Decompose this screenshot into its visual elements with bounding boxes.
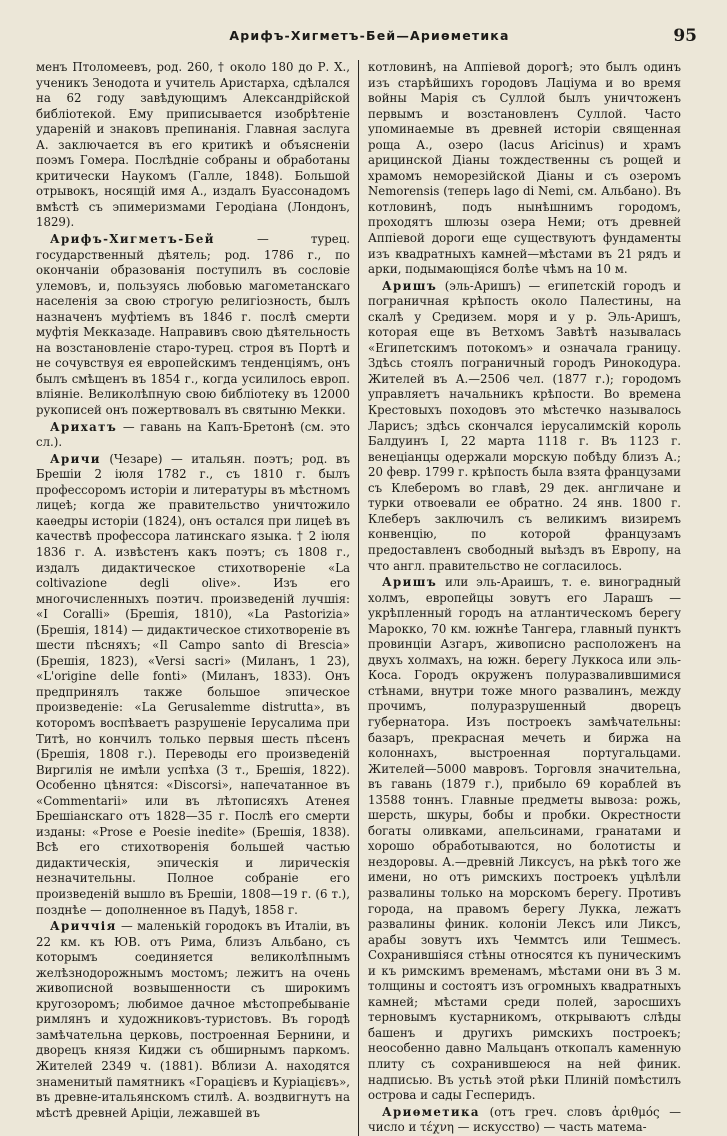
- two-column-body: [36, 60, 703, 1136]
- encyclopedia-entry: [36, 452, 350, 918]
- right-column: [359, 60, 681, 1136]
- encyclopedia-entry: [368, 1105, 681, 1136]
- page-number: 95: [673, 26, 697, 46]
- left-column: [36, 60, 358, 1136]
- entry-headword: Аришъ: [382, 575, 438, 590]
- entry-text: (эль-Аришъ) — египетскій городъ и пограничная крѣпость около Палестины, на скалѣ у Средизем. моря и у р. Эль-Аришъ, которая еще въ Ветхомъ Завѣтѣ называлась «Египетскимъ потокомъ» и означала границу. Здѣсь стоялъ пограничный городъ Ринокодура. Жителей въ А.—2506 чел. (1877 г.); городомъ управляетъ начальникъ крѣпости. Во времена Крестовыхъ походовъ это мѣстечко называлось Ларисъ; здѣсь скончался іерусалимскій король Балдуинъ I, 22 марта 1118 г. Въ 1123 г. венеціанцы одержали морскую побѣду близъ А.; 20 февр. 1799 г. крѣпость была взята французами съ Клеберомъ во главѣ, 29 дек. англичане и турки отвоевали ее обратно. 24 янв. 1800 г. Клеберъ заключилъ съ великимъ визиремъ конвенцію, по которой французамъ предоставленъ свободный выѣздъ въ Европу, на что англ. правительство не согласилось.: [368, 278, 681, 573]
- encyclopedia-entry: [368, 279, 681, 574]
- entry-headword: Ариѳметика: [382, 1104, 480, 1119]
- continued-paragraph: [368, 60, 681, 278]
- page-header: [36, 22, 703, 50]
- encyclopedia-entry: [36, 919, 350, 1121]
- entry-headword: Арифъ-Хигметъ-Бей: [50, 232, 215, 247]
- entry-text: — гавань на Капъ-Бретонѣ (см. это сл.).: [36, 419, 350, 450]
- encyclopedia-entry: [36, 232, 350, 419]
- running-head: Арифъ-Хигметъ-Бей—Ариѳметика: [229, 28, 510, 43]
- encyclopedia-entry: [368, 575, 681, 1104]
- entry-text: (отъ греч. словъ ἀριθμός — число и τέχνη — искусство) — часть матема-: [368, 1104, 681, 1135]
- entry-text: — турец. государственный дѣятель; род. 1786 г., по окончаніи образованія поступилъ въ сословіе улемовъ, и, пользуясь любовью магометанскаго населенія за свою строгую религіозность, былъ назначенъ муфтіемъ въ 1846 г. послѣ смерти муфтія Мекказаде. Направивъ свою дѣятельность на возстановленіе старо-турец. строя въ Портѣ и не сочувствуя ея европейскимъ тенденціямъ, онъ былъ смѣщенъ въ 1854 г., когда усилилось европ. вліяніе. Великолѣпную свою библіотеку въ 12000 рукописей онъ пожертвовалъ въ святыню Мекки.: [36, 232, 350, 418]
- entry-headword: Аричи: [50, 451, 101, 466]
- entry-headword: Арихатъ: [50, 419, 118, 434]
- entry-text: (Чезаре) — итальян. поэтъ; род. въ Брешіи 2 іюля 1782 г., съ 1810 г. былъ профессоромъ исторіи и литературы въ мѣстномъ лицеѣ; когда же правительство уничтожило каѳедры исторіи (1824), онъ остался при лицеѣ въ качествѣ профессора латинскаго языка. † 2 іюля 1836 г. А. извѣстенъ какъ поэтъ; съ 1808 г., издалъ дидактическое стихотвореніе «La coltivazione degli olive». Изъ его многочисленныхъ поэтич. произведеній лучшія: «I Coralli» (Брешія, 1810), «La Pastorizia» (Брешія, 1814) — дидактическое стихотвореніе въ шести пѣсняхъ; «Il Campo santo di Brescia» (Брешія, 1823), «Versi sacri» (Миланъ, 1 23), «L'origine delle fonti» (Миланъ, 1833). Онъ предпринялъ также большое эпическое произведеніе: «La Gerusalemme distrutta», въ которомъ воспѣваетъ разрушеніе Іерусалима при Титѣ, но кончилъ только первыя шесть пѣсенъ (Брешія, 1808 г.). Переводы его произведеній Виргилія не имѣли успѣха (3 т., Брешія, 1822). Особенно цѣнятся: «Discorsi», напечатанное въ «Commentarii» или въ лѣтописяхъ Атенея Брешіанскаго отъ 1828—35 г. Послѣ его смерти изданы: «Prose e Poesie inedite» (Брешія, 1838). Всѣ его стихотворенія большей частью дидактическія, эпическія и лирическія незначительны. Полное собраніе его произведеній вышло въ Брешіи, 1808—19 г. (6 т.), позднѣе — дополненное въ Падуѣ, 1858 г.: [36, 451, 351, 917]
- entry-headword: Ариччія: [50, 919, 117, 934]
- entry-headword: Аришъ: [382, 278, 438, 293]
- entry-text: — маленькій городокъ въ Италіи, въ 22 км. къ ЮВ. отъ Рима, близъ Альбано, съ которымъ соединяется великолѣпнымъ желѣзнодорожнымъ мостомъ; лежитъ на очень живописной возвышенности съ широкимъ кругозоромъ; любимое дачное мѣстопребываніе римлянъ и художниковъ-туристовъ. Въ городѣ замѣчательна церковь, построенная Бернини, и дворецъ князя Киджи съ обширнымъ паркомъ. Жителей 2349 ч. (1881). Вблизи А. находятся знаменитый памятникъ «Горацієвъ и Куріацієвъ», въ древне-итальянскомъ стилѣ. А. воздвигнутъ на мѣстѣ древней Арiціи, лежавшей въ: [36, 919, 350, 1120]
- entry-text: или эль-Араишъ, т. е. виноградный холмъ, европейцы зовутъ его Ларашъ — укрѣпленный городъ на атлантическомъ берегу Марокко, 70 км. южнѣе Тангера, главный пунктъ провинціи Азгаръ, живописно расположенъ на двухъ холмахъ, на южн. берегу Луккоса или эль-Коса. Городъ окруженъ полуразвалившимися стѣнами, внутри тоже много развалинъ, между прочимъ, полуразрушенный дворецъ губернатора. Изъ построекъ замѣчательны: базаръ, прекрасная мечеть и биржа на колоннахъ, выстроенная португальцами. Жителей—5000 мавровъ. Торговля значительна, въ гавань (1879 г.), прибыло 69 кораблей въ 13588 тоннъ. Главные предметы вывоза: рожь, шерсть, шкуры, бобы и пробки. Окрестности богаты оливками, апельсинами, гранатами и хорошо обработываются, но болотисты и нездоровы. А.—древній Ликсусъ, на рѣкѣ того же имени, но отъ римскихъ построекъ уцѣлѣли развалины только на морскомъ берегу. Противъ города, на правомъ берегу Лукка, лежатъ развалины финик. колоніи Лексъ или Ликсъ, арабы зовутъ ихъ Чеммтсъ или Тешмесъ. Сохранившіяся стѣны относятся къ пуническимъ и къ римскимъ временамъ, мѣстами они въ 3 м. толщины и состоятъ изъ огромныхъ квадратныхъ камней; мѣстами среди полей, заросшихъ терновымъ кустарникомъ, открываютъ слѣды башенъ и другихъ римскихъ построекъ; неособенно давно Мальцанъ откопалъ каменную плиту съ сохранившеюся на ней финик. надписью. Въ устьѣ этой рѣки Плиній помѣстилъ острова и сады Гесперидъ.: [368, 575, 681, 1103]
- entry-text: менъ Птоломеевъ, род. 260, † около 180 до Р. Х., ученикъ Зенодота и учитель Аристарха, сдѣлался на 62 году завѣдующимъ Александрійской библіотекой. Ему приписывается изобрѣтеніе удареній и знаковъ препинанія. Главная заслуга А. заключается въ его критикѣ и объясненіи поэмъ Гомера. Послѣдніе собраны и обработаны критически Наукомъ (Галле, 1848). Большой отрывокъ, носящій имя А., издалъ Буассонадомъ вмѣстѣ съ эпимеризмами Геродіана (Лондонъ, 1829).: [36, 60, 350, 230]
- entry-text: котловинѣ, на Аппіевой дорогѣ; это былъ одинъ изъ старѣйшихъ городовъ Лаціума и во время войны Марія съ Суллой былъ уничтоженъ первымъ и возстановленъ Суллой. Часто упоминаемые въ древней исторіи священная роща А., озеро (lacus Aricinus) и храмъ арицинской Діаны тождественны съ рощей и храмомъ неморезійской Діаны и съ озеромъ Nemorensis (теперь lago di Nemi, см. Альбано). Въ котловинѣ, подъ нынѣшнимъ городомъ, проходятъ шлюзы озера Неми; отъ древней Аппіевой дороги еще существуютъ фундаменты изъ квадратныхъ камней—мѣстами въ 21 рядъ и арки, подымающіяся болѣе чѣмъ на 10 м.: [368, 60, 681, 277]
- continued-paragraph: [36, 60, 350, 231]
- encyclopedia-entry: [36, 420, 350, 451]
